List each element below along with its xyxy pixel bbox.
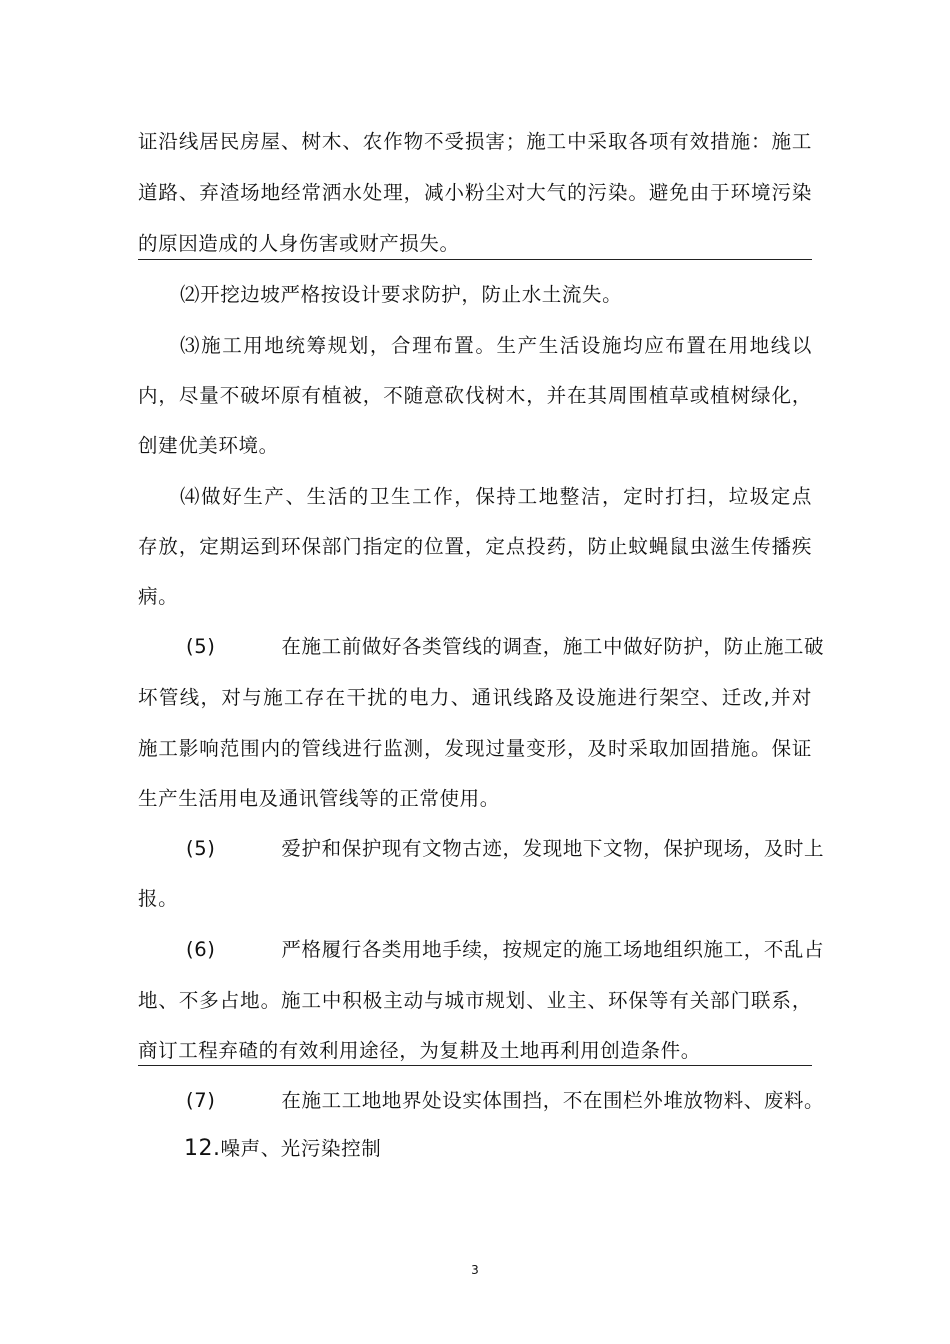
paragraph-line: ⑷做好生产、生活的卫生工作，保持工地整洁，定时打扫，垃圾定点 (180, 485, 812, 508)
section-title: 噪声、光污染控制 (220, 1137, 382, 1160)
list-item-first-line (186, 1088, 825, 1114)
section-heading (184, 1136, 812, 1162)
list-marker: (6) (186, 938, 216, 961)
list-marker: (5) (186, 837, 216, 860)
paragraph-text: 严格履行各类用地手续，按规定的施工场地组织施工，不乱占 (281, 938, 825, 961)
paragraph-line: 生产生活用电及通讯管线等的正常使用。 (138, 787, 500, 810)
paragraph-line: 施工影响范围内的管线进行监测，发现过量变形，及时采取加固措施。保证 (138, 737, 812, 760)
paragraph-line: 坏管线，对与施工存在干扰的电力、通讯线路及设施进行架空、迁改,并对 (138, 686, 812, 709)
list-marker: (5) (186, 635, 216, 658)
paragraph-line: 证沿线居民房屋、树木、农作物不受损害；施工中采取各项有效措施：施工 (138, 130, 812, 153)
paragraph-line: 的原因造成的人身伤害或财产损失。 (138, 232, 460, 255)
page-number: 3 (471, 1263, 479, 1277)
paragraph-line: 道路、弃渣场地经常洒水处理，减小粉尘对大气的污染。避免由于环境污染 (138, 181, 812, 204)
horizontal-rule (138, 1065, 812, 1066)
paragraph-text: 在施工前做好各类管线的调查，施工中做好防护，防止施工破 (281, 635, 825, 658)
paragraph-line: ⑵开挖边坡严格按设计要求防护，防止水土流失。 (180, 283, 623, 306)
paragraph-line: 报。 (138, 887, 179, 910)
list-item-first-line (186, 937, 825, 963)
paragraph-text: 在施工工地地界处设实体围挡，不在围栏外堆放物料、废料。 (281, 1089, 825, 1112)
list-item-first-line (186, 836, 825, 862)
paragraph-line: ⑶施工用地统筹规划，合理布置。生产生活设施均应布置在用地线以 (180, 334, 812, 357)
paragraph-line: 内，尽量不破坏原有植被，不随意砍伐树木，并在其周围植草或植树绿化， (138, 384, 812, 407)
paragraph-line: 病。 (138, 585, 179, 608)
list-item-first-line (186, 634, 825, 660)
section-number: 12. (184, 1136, 221, 1161)
horizontal-rule (138, 259, 812, 260)
paragraph-line: 商订工程弃碴的有效利用途径，为复耕及土地再利用创造条件。 (138, 1039, 701, 1062)
list-marker: (7) (186, 1089, 216, 1112)
paragraph-text: 爱护和保护现有文物古迹，发现地下文物，保护现场，及时上 (281, 837, 825, 860)
paragraph-line: 创建优美环境。 (138, 434, 279, 457)
paragraph-line: 地、不多占地。施工中积极主动与城市规划、业主、环保等有关部门联系， (138, 989, 812, 1012)
paragraph-line: 存放，定期运到环保部门指定的位置，定点投药，防止蚊蝇鼠虫滋生传播疾 (138, 535, 812, 558)
